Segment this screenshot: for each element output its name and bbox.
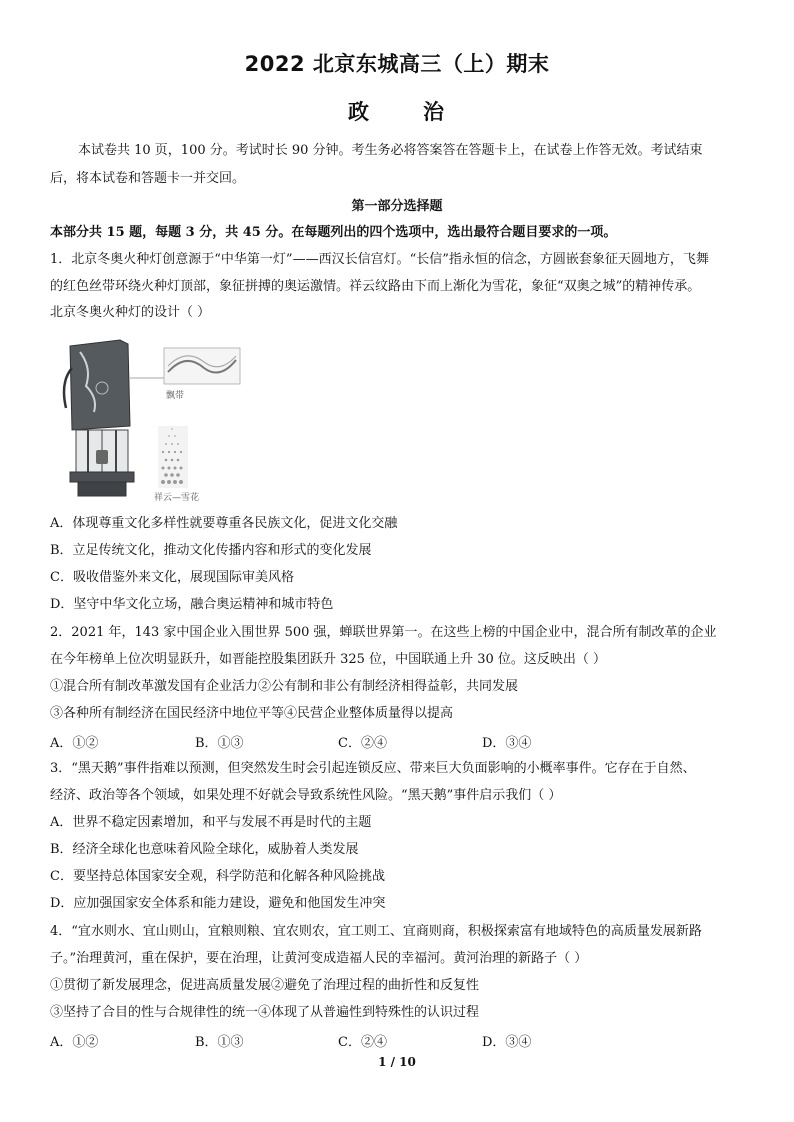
q2-items-2: ③各种所有制经济在国民经济中地位平等④民营企业整体质量得以提高 bbox=[50, 706, 454, 721]
q4-option-a: A．①② bbox=[50, 1035, 99, 1050]
q3-option-a: A．世界不稳定因素增加，和平与发展不再是时代的主题 bbox=[50, 815, 372, 830]
intro-line-1: 本试卷共 10 页，100 分。考试时长 90 分钟。考生务必将答案答在答题卡上，在试卷上作答无效。考试结束 bbox=[78, 143, 703, 158]
q3-option-b: B．经济全球化也意味着风险全球化，威胁着人类发展 bbox=[50, 842, 359, 857]
q2-option-b: B．①③ bbox=[195, 736, 244, 751]
q2-items-1: ①混合所有制改革激发国有企业活力②公有制和非公有制经济相得益彰，共同发展 bbox=[50, 679, 519, 694]
q4-items-2: ③坚持了合目的性与合规律性的统一④体现了从普遍性到特殊性的认识过程 bbox=[50, 1005, 480, 1020]
q4-options bbox=[50, 1031, 750, 1049]
q4-stem-1: 4．“宜水则水、宜山则山，宜粮则粮、宜农则农，宜工则工、宜商则商，积极探索富有地域特色的高质量发展新路 bbox=[50, 924, 702, 939]
q1-option-d: D．坚守中华文化立场，融合奥运精神和城市特色 bbox=[50, 597, 334, 612]
part1-heading: 第一部分选择题 bbox=[351, 199, 443, 214]
q2-option-c: C．②④ bbox=[338, 736, 387, 751]
q4-option-c: C．②④ bbox=[338, 1035, 387, 1050]
q4-stem-2: 子。”治理黄河，重在保护，要在治理，让黄河变成造福人民的幸福河。黄河治理的新路子（ ） bbox=[50, 951, 588, 966]
torch-lamp-illustration bbox=[58, 338, 248, 503]
q2-options bbox=[50, 732, 750, 750]
subject-title bbox=[0, 96, 794, 126]
q2-stem-2: 在今年榜单上位次明显跃升，如晋能控股集团跃升 325 位，中国联通上升 30 位。这反映出（ ） bbox=[50, 652, 607, 667]
q1-option-b: B．立足传统文化，推动文化传播内容和形式的变化发展 bbox=[50, 543, 372, 558]
q3-stem-2: 经济、政治等各个领域，如果处理不好就会导致系统性风险。“黑天鹅”事件启示我们（ ） bbox=[50, 788, 562, 803]
q2-stem-1: 2．2021 年，143 家中国企业入围世界 500 强，蝉联世界第一。在这些上榜的中国企业中，混合所有制改革的企业 bbox=[50, 625, 717, 640]
q1-stem-3: 北京冬奥火种灯的设计（ ） bbox=[50, 305, 211, 320]
q1-stem-2: 的红色丝带环绕火种灯顶部，象征拼搏的奥运激情。祥云纹路由下而上渐化为雪花，象征“双奥之城”的精神传承。 bbox=[50, 279, 701, 294]
q4-option-d: D．③④ bbox=[482, 1035, 532, 1050]
q3-option-d: D．应加强国家安全体系和能力建设，避免和他国发生冲突 bbox=[50, 896, 386, 911]
intro-line-2: 后，将本试卷和答题卡一并交回。 bbox=[50, 171, 246, 186]
q4-items-1: ①贯彻了新发展理念，促进高质量发展②避免了治理过程的曲折性和反复性 bbox=[50, 978, 480, 993]
part1-instruction: 本部分共 15 题，每题 3 分，共 45 分。在每题列出的四个选项中，选出最符合题目要求的一项。 bbox=[50, 225, 617, 240]
subject-char-1: 政 bbox=[348, 100, 371, 124]
figure-label-cloud-snow: 祥云—雪花 bbox=[154, 493, 200, 503]
q1-option-c: C．吸收借鉴外来文化，展现国际审美风格 bbox=[50, 570, 294, 585]
exam-title: 2022 北京东城高三（上）期末 bbox=[244, 52, 550, 76]
q3-stem-1: 3．“黑天鹅”事件指难以预测，但突然发生时会引起连锁反应、带来巨大负面影响的小概率事件。它存在于自然、 bbox=[50, 761, 696, 776]
q1-option-a: A．体现尊重文化多样性就要尊重各民族文化，促进文化交融 bbox=[50, 516, 398, 531]
q3-option-c: C．要坚持总体国家安全观，科学防范和化解各种风险挑战 bbox=[50, 869, 385, 884]
q1-stem-1: 1．北京冬奥火种灯创意源于“中华第一灯”——西汉长信宫灯。“长信”指永恒的信念，方圆嵌套象征天圆地方，飞舞 bbox=[50, 252, 709, 267]
page-number: 1 / 10 bbox=[378, 1055, 416, 1069]
q2-option-a: A．①② bbox=[50, 736, 99, 751]
q4-option-b: B．①③ bbox=[195, 1035, 244, 1050]
figure-label-ribbon: 飘带 bbox=[166, 391, 185, 401]
torch-lamp-figure bbox=[58, 338, 248, 503]
subject-char-2: 治 bbox=[423, 100, 446, 124]
q2-option-d: D．③④ bbox=[482, 736, 532, 751]
